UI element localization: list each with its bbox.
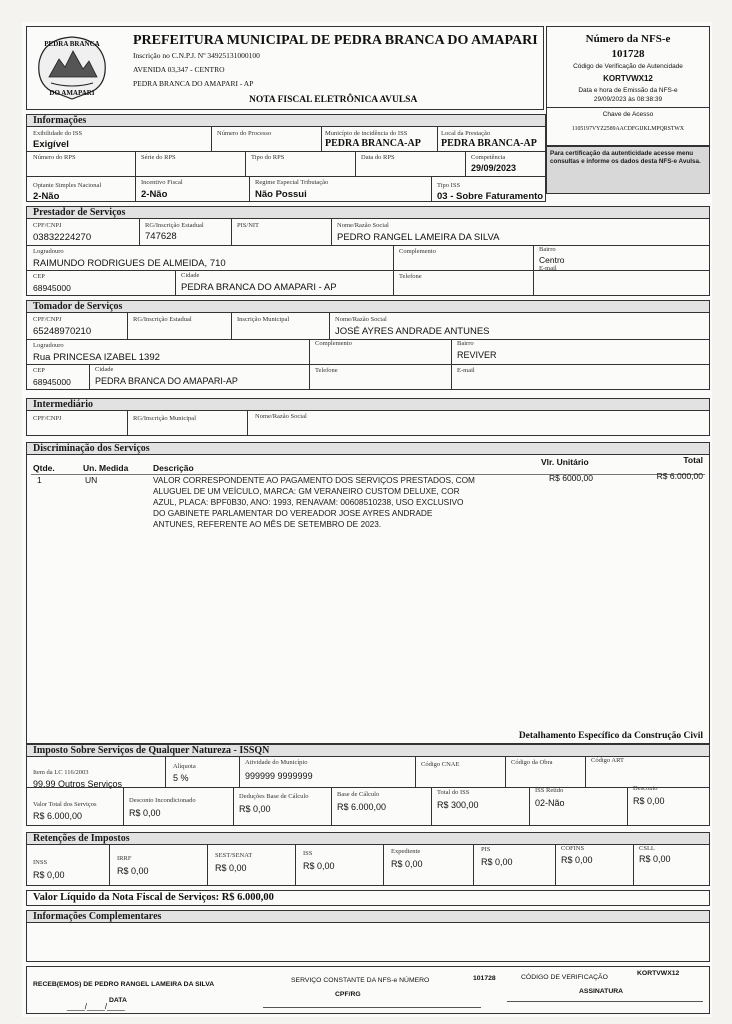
header-box bbox=[26, 26, 544, 110]
desc-line: ANTUNES, REFERENTE AO MÊS DE SETEMBRO DE 2023. bbox=[153, 519, 382, 529]
prestador-email-label: E-mail bbox=[539, 265, 557, 272]
item-total: R$ 6.000,00 bbox=[656, 471, 703, 481]
recibo-servico: SERVIÇO CONSTANTE DA NFS-e NÚMERO bbox=[291, 977, 430, 984]
nfse-box bbox=[546, 26, 710, 146]
item-lc-label: Item da LC 116/2003 bbox=[33, 769, 89, 776]
municipio-value: PEDRA BRANCA-AP bbox=[325, 138, 421, 149]
recibo-assinatura-label: ASSINATURA bbox=[579, 988, 624, 995]
prestador-nome: PEDRO RANGEL LAMEIRA DA SILVA bbox=[337, 232, 500, 243]
ret-iss-label: ISS bbox=[303, 850, 313, 857]
nfse-number-label: Número da NFS-e bbox=[585, 33, 671, 45]
base-label: Base de Cálculo bbox=[337, 791, 380, 798]
ret-irrf-label: IRRF bbox=[117, 855, 132, 862]
section-tomador: Tomador de Serviços bbox=[26, 300, 710, 313]
recibo-receb: RECEB(EMOS) DE PEDRO RANGEL LAMEIRA DA SILVA bbox=[33, 981, 215, 988]
tomador-log-label: Logradouro bbox=[33, 342, 64, 349]
simples-value: 2-Não bbox=[33, 191, 60, 202]
tomador-logradouro: Rua PRINCESA IZABEL 1392 bbox=[33, 352, 160, 363]
nfse-number: 101728 bbox=[611, 48, 645, 60]
regime-value: Não Possui bbox=[255, 189, 307, 200]
recibo-numero: 101728 bbox=[473, 975, 496, 982]
local-label: Local da Prestação bbox=[441, 130, 491, 137]
tomador-cpf-label: CPF/CNPJ bbox=[33, 316, 62, 323]
tomador-grid bbox=[26, 312, 710, 390]
ret: 02-Não bbox=[535, 798, 565, 808]
section-prestador: Prestador de Serviços bbox=[26, 206, 710, 219]
base: R$ 6.000,00 bbox=[337, 802, 387, 812]
tomador-cep: 68945000 bbox=[33, 377, 71, 387]
ret-cofins-label: COFINS bbox=[561, 845, 585, 852]
section-servicos: Discriminação dos Serviços bbox=[26, 442, 710, 455]
vts: R$ 6.000,00 bbox=[33, 811, 83, 821]
regime-label: Regime Especial Tributação bbox=[255, 179, 329, 186]
ret-iss: R$ 0,00 bbox=[303, 861, 335, 871]
access-key: 1105197VYZ2589AACDFGIJKLMPQRSTWX bbox=[571, 126, 685, 132]
tomador-cpf: 65248970210 bbox=[33, 326, 92, 337]
prestador-rg: 747628 bbox=[145, 231, 177, 242]
prestador-cidade: PEDRA BRANCA DO AMAPARI - AP bbox=[181, 282, 337, 293]
ret-sest-label: SEST/SENAT bbox=[215, 852, 253, 859]
verif-code: KORTVWX12 bbox=[603, 74, 653, 83]
emission-datetime: 29/09/2023 às 08:38:39 bbox=[593, 96, 663, 103]
logo-text-top: PEDRA BRANCA bbox=[44, 40, 100, 48]
inter-nome-label: Nome/Razão Social bbox=[255, 413, 307, 420]
prestador-pis-label: PIS/NIT bbox=[237, 222, 260, 229]
inter-rg-label: RG/Inscrição Municipal bbox=[133, 415, 196, 422]
ret-csll-label: CSLL bbox=[639, 845, 655, 852]
item-un: UN bbox=[85, 475, 98, 485]
col-total: Total bbox=[683, 455, 703, 465]
prefeitura-address: AVENIDA 03,347 - CENTRO bbox=[133, 65, 225, 74]
key-label: Chave de Acesso bbox=[602, 111, 654, 118]
processo-label: Número do Processo bbox=[217, 130, 272, 137]
aliq: 5 % bbox=[173, 773, 189, 783]
deduc: R$ 0,00 bbox=[239, 804, 271, 814]
municipal-logo bbox=[33, 33, 111, 101]
cpf-line bbox=[263, 1007, 481, 1008]
prefeitura-cnpj: Inscrição no C.N.P.J. Nº 34925131000100 bbox=[133, 51, 260, 60]
ret-label: ISS Retido bbox=[535, 787, 564, 794]
prestador-grid bbox=[26, 218, 710, 296]
section-intermediario: Intermediário bbox=[26, 398, 710, 411]
ret-inss-label: INSS bbox=[33, 859, 48, 866]
tiss: R$ 300,00 bbox=[437, 800, 479, 810]
tipo-rps-label: Tipo do RPS bbox=[251, 154, 285, 161]
item-qtde: 1 bbox=[37, 475, 42, 485]
logo-text-bottom: DO AMAPARI bbox=[49, 89, 95, 97]
municipio-label: Município de incidência do ISS bbox=[325, 130, 408, 137]
issqn-grid bbox=[26, 756, 710, 826]
desc-line: VALOR CORRESPONDENTE AO PAGAMENTO DOS SERVIÇOS PRESTADOS, COM bbox=[153, 475, 475, 485]
ret-exp-label: Expediente bbox=[391, 848, 421, 855]
intermediario-grid bbox=[26, 410, 710, 436]
tipo-iss-value: 03 - Sobre Faturamento bbox=[437, 191, 544, 202]
ret-pis: R$ 0,00 bbox=[481, 857, 513, 867]
deduc-label: Deduções Base de Cálculo bbox=[239, 793, 309, 800]
inter-cpf-label: CPF/CNPJ bbox=[33, 415, 62, 422]
desc-inc: R$ 0,00 bbox=[129, 808, 161, 818]
tiss-label: Total do ISS bbox=[437, 789, 470, 796]
ret-pis-label: PIS bbox=[481, 846, 491, 853]
prestador-logradouro: RAIMUNDO RODRIGUES DE ALMEIDA, 710 bbox=[33, 258, 226, 269]
data-rps-label: Data do RPS bbox=[361, 154, 395, 161]
ret-cofins: R$ 0,00 bbox=[561, 855, 593, 865]
recibo-data-label: DATA bbox=[109, 997, 127, 1004]
tomador-nome: JOSÉ AYRES ANDRADE ANTUNES bbox=[335, 326, 490, 337]
prestador-nome-label: Nome/Razão Social bbox=[337, 222, 389, 229]
emission-label: Data e hora de Emissão da NFS-e bbox=[578, 87, 678, 94]
vts-label: Valor Total dos Serviços bbox=[33, 801, 97, 808]
ativ: 999999 9999999 bbox=[245, 771, 313, 781]
col-un: Un. Medida bbox=[83, 463, 129, 473]
tomador-rg-label: RG/Inscrição Estadual bbox=[133, 316, 192, 323]
prestador-rg-label: RG/Inscrição Estadual bbox=[145, 222, 204, 229]
obra-label: Código da Obra bbox=[511, 759, 553, 766]
local-value: PEDRA BRANCA-AP bbox=[441, 138, 537, 149]
prestador-cidade-label: Cidade bbox=[181, 272, 200, 279]
rps-label: Número do RPS bbox=[33, 154, 76, 161]
comp-value: 29/09/2023 bbox=[471, 163, 517, 173]
tomador-bairro: REVIVER bbox=[457, 350, 497, 360]
incentivo-label: Incentivo Fiscal bbox=[141, 179, 183, 186]
tomador-bairro-label: Bairro bbox=[457, 340, 474, 347]
descto-label: Desconto bbox=[633, 785, 658, 792]
desc-line: AZUL, PLACA: BPF0B30, ANO: 1993, RENAVAM: 00608510238, USO EXCLUSIVO bbox=[153, 497, 464, 507]
tomador-tel-label: Telefone bbox=[315, 367, 338, 374]
item-lc: 99.99 Outros Serviços bbox=[33, 779, 123, 789]
tomador-cep-label: CEP bbox=[33, 367, 45, 374]
exig-value: Exigível bbox=[33, 139, 69, 150]
prestador-cpf-label: CPF/CNPJ bbox=[33, 222, 62, 229]
retencoes-grid bbox=[26, 844, 710, 886]
recibo-cod-label: CÓDIGO DE VERIFICAÇÃO bbox=[521, 974, 608, 981]
complementares-box bbox=[26, 922, 710, 962]
section-informacoes: Informações bbox=[26, 114, 546, 127]
col-unit: Vlr. Unitário bbox=[541, 457, 589, 467]
doc-title: NOTA FISCAL ELETRÔNICA AVULSA bbox=[249, 95, 418, 105]
prestador-cep: 68945000 bbox=[33, 283, 71, 293]
recibo-cod: KORTVWX12 bbox=[637, 970, 680, 977]
ret-exp: R$ 0,00 bbox=[391, 859, 423, 869]
tomador-email-label: E-mail bbox=[457, 367, 475, 374]
nfse-document bbox=[22, 22, 712, 1017]
detalhamento-label: Detalhamento Específico da Construção Civil bbox=[518, 731, 703, 741]
item-description bbox=[153, 475, 475, 530]
cert-note: Para certificação da autenticidade acesse menu consultas e informe os dados desta NFS-e Avulsa. bbox=[550, 150, 701, 165]
tomador-cidade: PEDRA BRANCA DO AMAPARI-AP bbox=[95, 376, 238, 386]
serie-label: Série do RPS bbox=[141, 154, 176, 161]
cert-note-box bbox=[546, 146, 710, 194]
desc-line: ALUGUEL DE UM VEÍCULO, MARCA: GM VERANEIRO CUSTOM DELUXE, COR bbox=[153, 486, 460, 496]
col-desc: Descrição bbox=[153, 463, 194, 473]
prestador-bairro-label: Bairro bbox=[539, 246, 556, 253]
incentivo-value: 2-Não bbox=[141, 189, 168, 200]
art-label: Código ART bbox=[591, 757, 625, 764]
recibo-date-blank: ____/____/____ bbox=[67, 1002, 125, 1011]
prestador-comp-label: Complemento bbox=[399, 248, 436, 255]
ret-inss: R$ 0,00 bbox=[33, 870, 65, 880]
exig-label: Exibilidade do ISS bbox=[33, 130, 83, 137]
valor-liquido: Valor Líquido da Nota Fiscal de Serviços: R$ 6.000,00 bbox=[33, 892, 274, 903]
prestador-cep-label: CEP bbox=[33, 273, 45, 280]
section-complementares: Informações Complementares bbox=[26, 910, 710, 923]
cnae-label: Código CNAE bbox=[421, 761, 460, 768]
servicos-box bbox=[26, 454, 710, 744]
recibo-cpf-label: CPF/RG bbox=[335, 991, 361, 998]
tomador-comp-label: Complemento bbox=[315, 340, 352, 347]
desc-inc-label: Desconto Incondicionado bbox=[129, 797, 196, 804]
liquido-box bbox=[26, 890, 710, 906]
tipo-iss-label: Tipo ISS bbox=[437, 182, 461, 189]
signature-line bbox=[507, 1001, 703, 1002]
info-grid bbox=[26, 126, 546, 202]
ret-sest: R$ 0,00 bbox=[215, 863, 247, 873]
desc-line: DO GABINETE PARLAMENTAR DO VEREADOR JOSE AYRES ANDRADE bbox=[153, 508, 433, 518]
comp-label: Competência bbox=[471, 154, 506, 161]
prestador-tel-label: Telefone bbox=[399, 273, 422, 280]
tomador-cidade-label: Cidade bbox=[95, 366, 114, 373]
issqn-title: Imposto Sobre Serviços de Qualquer Natureza - ISSQN bbox=[33, 745, 270, 756]
ret-csll: R$ 0,00 bbox=[639, 854, 671, 864]
ret-irrf: R$ 0,00 bbox=[117, 866, 149, 876]
recibo-box bbox=[26, 966, 710, 1014]
prefeitura-city: PEDRA BRANCA DO AMAPARI - AP bbox=[133, 79, 254, 88]
prestador-cpf: 03832224270 bbox=[33, 232, 92, 243]
col-qtde: Qtde. bbox=[33, 463, 55, 473]
tomador-nome-label: Nome/Razão Social bbox=[335, 316, 387, 323]
prestador-log-label: Logradouro bbox=[33, 248, 64, 255]
tomador-im-label: Inscrição Municipal bbox=[237, 316, 290, 323]
simples-label: Optante Simples Nacional bbox=[33, 182, 102, 189]
descto: R$ 0,00 bbox=[633, 796, 665, 806]
prefeitura-title: PREFEITURA MUNICIPAL DE PEDRA BRANCA DO AMAPARI bbox=[133, 33, 538, 48]
ativ-label: Atividade do Município bbox=[245, 759, 308, 766]
verif-label: Código de Verificação de Autencidade bbox=[573, 63, 683, 70]
aliq-label: Alíquota bbox=[173, 763, 196, 770]
prestador-bairro: Centro bbox=[539, 255, 565, 265]
item-unit: R$ 6000,00 bbox=[549, 473, 593, 483]
section-retencoes: Retenções de Impostos bbox=[26, 832, 710, 845]
